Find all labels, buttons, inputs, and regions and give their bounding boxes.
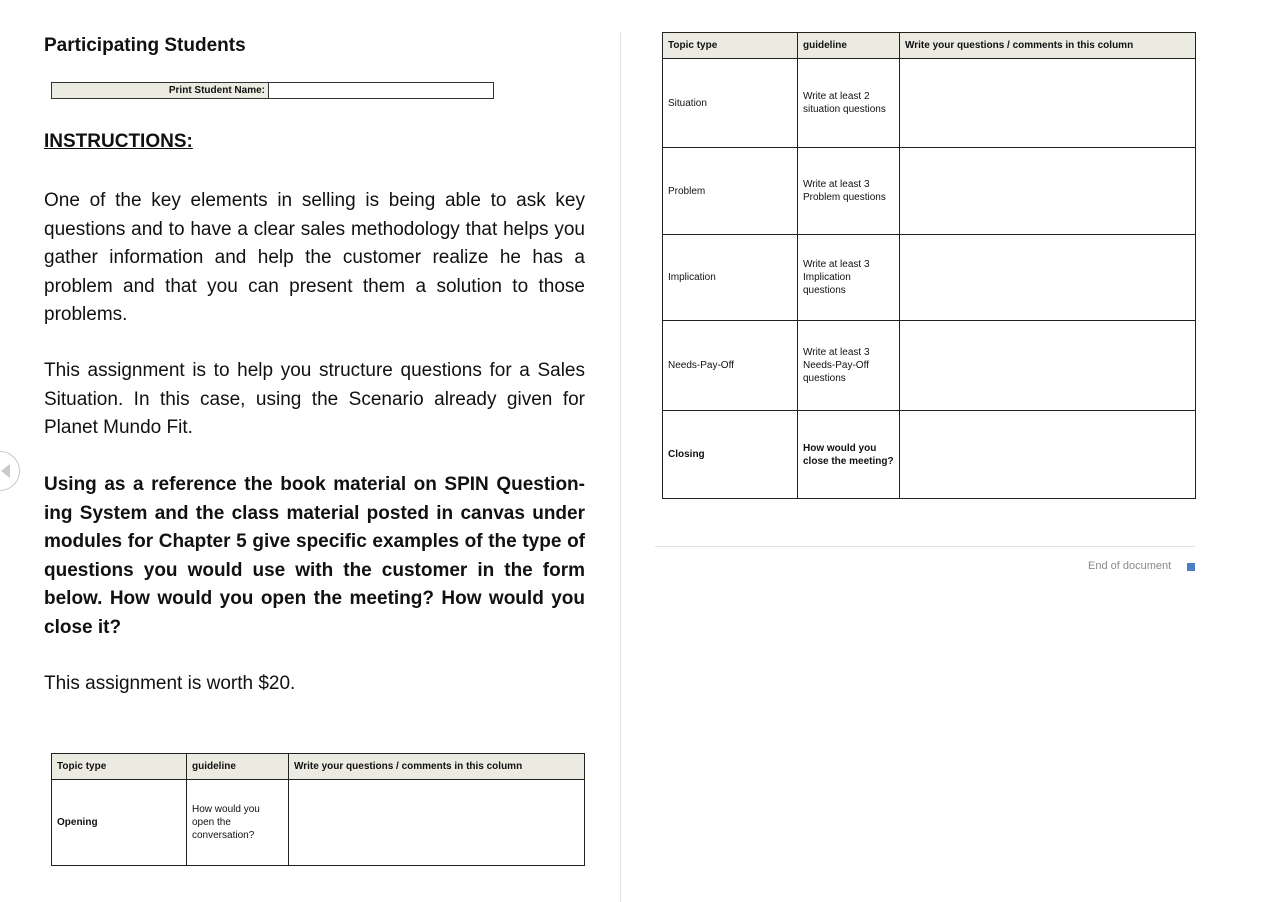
header-topic-type: Topic type <box>663 33 798 59</box>
guideline-cell: How would you close the meeting? <box>798 411 900 499</box>
topic-cell: Implication <box>663 235 798 321</box>
page-title: Participating Students <box>44 35 246 56</box>
topic-cell: Needs-Pay-Off <box>663 321 798 411</box>
student-name-field[interactable] <box>269 83 493 98</box>
answer-cell[interactable] <box>900 148 1196 235</box>
previous-page-button[interactable] <box>0 451 20 491</box>
guideline-cell: Write at least 3 Needs-Pay-Off questions <box>798 321 900 411</box>
guideline-cell: Write at least 3 Implication questions <box>798 235 900 321</box>
table-row <box>663 321 1196 411</box>
topic-cell: Closing <box>663 411 798 499</box>
paragraph-4: This assignment is worth $20. <box>44 673 296 694</box>
header-questions: Write your questions / comments in this column <box>900 33 1196 59</box>
page-right <box>621 0 1263 902</box>
header-guideline: guideline <box>187 754 289 780</box>
topic-cell: Problem <box>663 148 798 235</box>
header-topic-type: Topic type <box>52 754 187 780</box>
table-row <box>52 780 585 866</box>
instructions-heading: INSTRUCTIONS: <box>44 131 193 152</box>
paragraph-1: One of the key elements in selling is being able to ask key questions and to have a clear sales methodology that helps you gather information and help the customer realize he has a problem and that you can present them a solution to those problems. <box>44 190 585 325</box>
topic-cell: Situation <box>663 59 798 148</box>
guideline-cell: How would you open the conversation? <box>187 780 289 866</box>
table-row <box>663 235 1196 321</box>
answer-cell[interactable] <box>900 59 1196 148</box>
answer-cell[interactable] <box>900 235 1196 321</box>
header-questions: Write your questions / comments in this column <box>289 754 585 780</box>
table-header-row <box>52 754 585 780</box>
end-of-document-label: End of document <box>1088 560 1172 572</box>
student-name-row <box>51 82 494 99</box>
table-row <box>663 59 1196 148</box>
end-divider <box>655 546 1195 547</box>
answer-cell[interactable] <box>900 321 1196 411</box>
spin-table <box>662 32 1196 499</box>
table-row <box>663 411 1196 499</box>
answer-cell[interactable] <box>900 411 1196 499</box>
page-left <box>0 0 620 902</box>
answer-cell[interactable] <box>289 780 585 866</box>
arrow-left-icon <box>1 464 10 478</box>
paragraph-2: This assignment is to help you structure questions for a Sales Situation. In this case, using the Scenario already given for Planet Mundo Fit. <box>44 360 585 438</box>
paragraph-3: Using as a reference the book material on SPIN Question-ing System and the class material posted in canvas under modules for Chapter 5 give specific examples of the type of questions you would use with the customer in the form below. How would you open the meeting? How would you close it? <box>44 474 585 638</box>
topic-cell: Opening <box>52 780 187 866</box>
end-marker-icon <box>1187 563 1195 571</box>
student-name-label: Print Student Name: <box>52 83 269 98</box>
table-row <box>663 148 1196 235</box>
guideline-cell: Write at least 3 Problem questions <box>798 148 900 235</box>
header-guideline: guideline <box>798 33 900 59</box>
table-header-row <box>663 33 1196 59</box>
guideline-cell: Write at least 2 situation questions <box>798 59 900 148</box>
opening-table <box>51 753 585 866</box>
